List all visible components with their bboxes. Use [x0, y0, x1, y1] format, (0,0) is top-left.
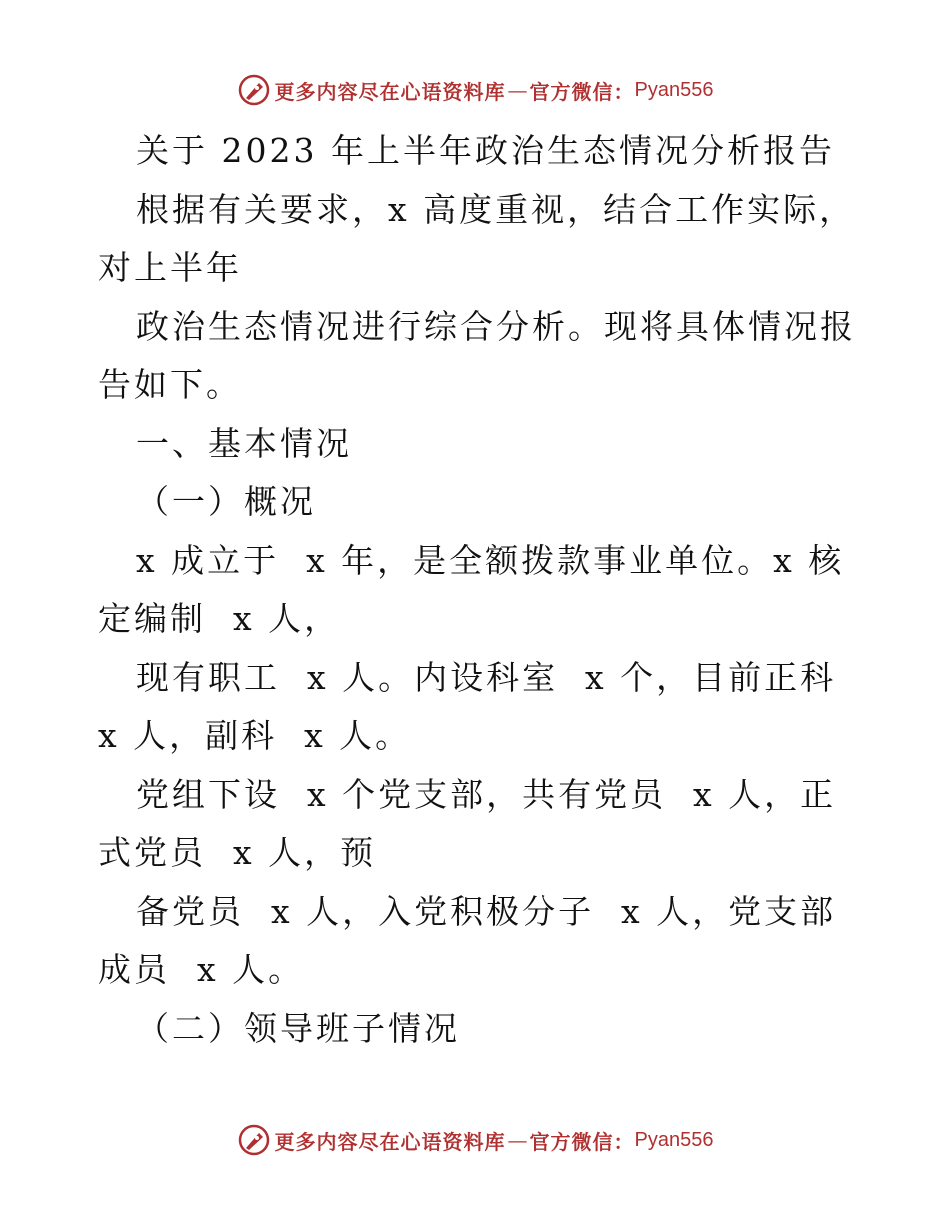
- document-title: 关于 2023 年上半年政治生态情况分析报告: [136, 131, 835, 170]
- paragraph: 备党员 x 人，入党积极分子 x 人，党支部成员 x 人。: [98, 891, 837, 989]
- header-banner: [0, 68, 950, 112]
- section-heading: 一、基本情况: [136, 423, 352, 463]
- document-body: [98, 122, 864, 1058]
- banner-separator: —: [507, 1128, 528, 1152]
- footer-banner: [0, 1118, 950, 1162]
- paragraph: 党组下设 x 个党支部，共有党员 x 人，正式党员 x 人，预: [98, 774, 837, 872]
- pen-nib-logo-icon: [237, 73, 271, 107]
- banner-contact: 官方微信：: [529, 79, 635, 104]
- banner-text: 更多内容尽在心语资料库: [274, 1129, 506, 1154]
- subsection-heading: （二）领导班子情况: [136, 1008, 460, 1048]
- banner-id: Pyan556: [634, 1128, 714, 1151]
- banner-separator: —: [507, 78, 528, 102]
- paragraph: 政治生态情况进行综合分析。现将具体情况报告如下。: [98, 306, 856, 404]
- banner-text: 更多内容尽在心语资料库: [274, 79, 506, 104]
- pen-nib-logo-icon: [237, 1123, 271, 1157]
- paragraph: x 成立于 x 年，是全额拨款事业单位。x 核定编制 x 人，: [98, 540, 845, 638]
- banner-id: Pyan556: [634, 78, 714, 101]
- paragraph: 根据有关要求，x 高度重视，结合工作实际，对上半年: [98, 189, 856, 287]
- paragraph: 现有职工 x 人。内设科室 x 个，目前正科 x 人，副科 x 人。: [98, 657, 864, 755]
- subsection-heading: （一）概况: [136, 482, 316, 521]
- banner-contact: 官方微信：: [529, 1129, 635, 1154]
